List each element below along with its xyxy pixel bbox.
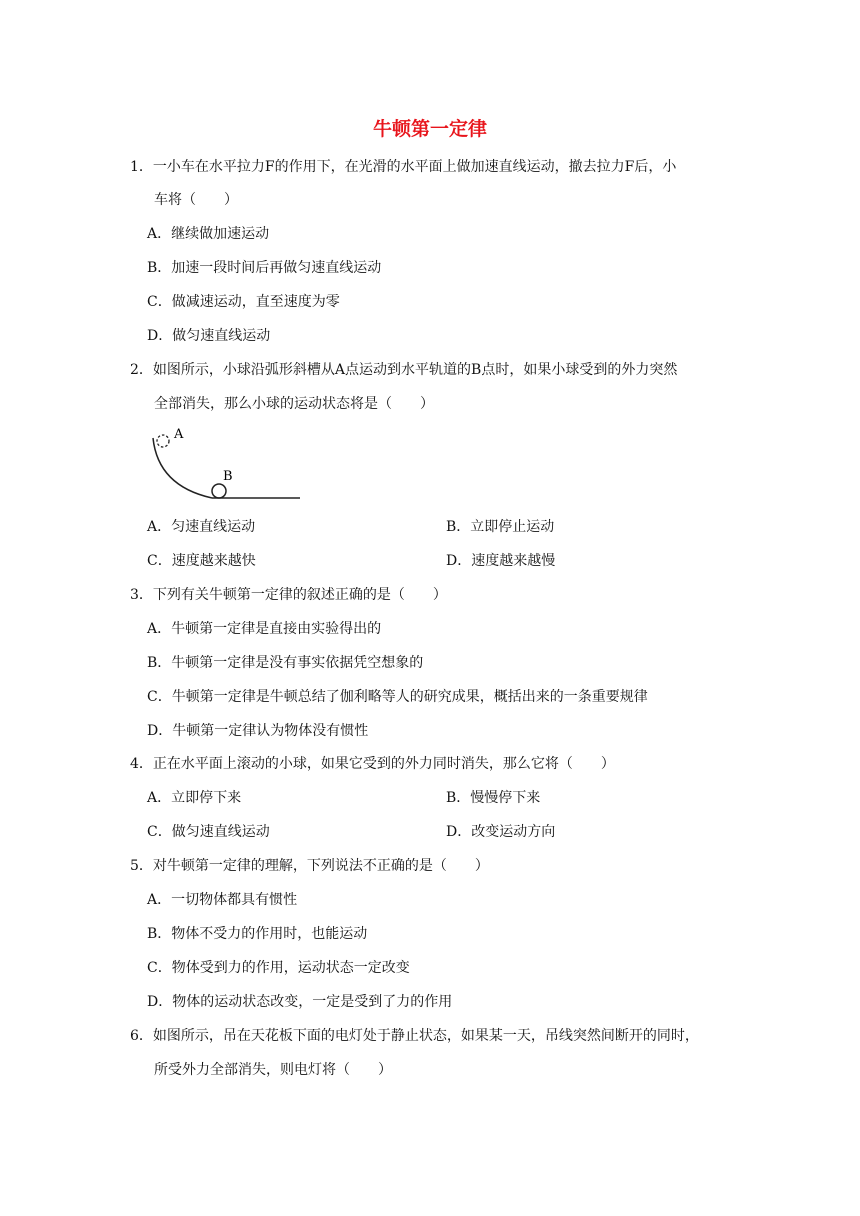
page-title: 牛顿第一定律 bbox=[372, 118, 487, 140]
label-a: A bbox=[174, 427, 184, 442]
question-5-option-a: A．一切物体都具有惯性 bbox=[147, 892, 298, 908]
question-3-option-b: B．牛顿第一定律是没有事实依据凭空想象的 bbox=[147, 655, 424, 671]
question-2-stem-line-2: 全部消失，那么小球的运动状态将是（ ） bbox=[154, 396, 434, 412]
question-5-stem: 5．对牛顿第一定律的理解，下列说法不正确的是（ ） bbox=[130, 858, 489, 874]
ball-position-a bbox=[157, 435, 169, 447]
question-6-stem-line-2: 所受外力全部消失，则电灯将（ ） bbox=[154, 1062, 392, 1078]
question-4-stem: 4．正在水平面上滚动的小球，如果它受到的外力同时消失，那么它将（ ） bbox=[130, 756, 615, 772]
question-5-option-b: B．物体不受力的作用时，也能运动 bbox=[147, 926, 368, 942]
question-4-option-d: D．改变运动方向 bbox=[446, 824, 556, 840]
question-4-option-a: A．立即停下来 bbox=[147, 790, 242, 806]
question-2-option-c: C．速度越来越快 bbox=[147, 553, 256, 569]
question-2-option-a: A．匀速直线运动 bbox=[147, 519, 256, 535]
question-2-option-b: B．立即停止运动 bbox=[446, 519, 555, 535]
question-1-stem-line-2: 车将（ ） bbox=[154, 192, 238, 208]
question-1-option-b: B．加速一段时间后再做匀速直线运动 bbox=[147, 260, 382, 276]
question-3-option-d: D．牛顿第一定律认为物体没有惯性 bbox=[147, 723, 369, 739]
question-1-option-c: C．做减速运动，直至速度为零 bbox=[147, 294, 340, 310]
question-2-stem-line-1: 2．如图所示，小球沿弧形斜槽从A点运动到水平轨道的B点时，如果小球受到的外力突然 bbox=[130, 362, 678, 378]
question-3-stem: 3．下列有关牛顿第一定律的叙述正确的是（ ） bbox=[130, 587, 447, 603]
question-5-option-d: D．物体的运动状态改变，一定是受到了力的作用 bbox=[147, 994, 453, 1010]
question-3-option-a: A．牛顿第一定律是直接由实验得出的 bbox=[147, 621, 382, 637]
question-6-stem-line-1: 6．如图所示，吊在天花板下面的电灯处于静止状态，如果某一天，吊线突然间断开的同时， bbox=[130, 1028, 699, 1044]
slope-ball-figure bbox=[150, 424, 302, 504]
ball-position-b bbox=[212, 484, 226, 498]
question-1-option-a: A．继续做加速运动 bbox=[147, 226, 270, 242]
question-3-option-c: C．牛顿第一定律是牛顿总结了伽利略等人的研究成果，概括出来的一条重要规律 bbox=[147, 689, 648, 705]
label-b: B bbox=[223, 469, 233, 484]
question-4-option-c: C．做匀速直线运动 bbox=[147, 824, 270, 840]
question-1-option-d: D．做匀速直线运动 bbox=[147, 328, 271, 344]
question-2-option-d: D．速度越来越慢 bbox=[446, 553, 556, 569]
question-1-stem-line-1: 1．一小车在水平拉力F的作用下，在光滑的水平面上做加速直线运动，撤去拉力F后，小 bbox=[130, 159, 677, 175]
question-5-option-c: C．物体受到力的作用，运动状态一定改变 bbox=[147, 960, 410, 976]
question-4-option-b: B．慢慢停下来 bbox=[446, 790, 541, 806]
